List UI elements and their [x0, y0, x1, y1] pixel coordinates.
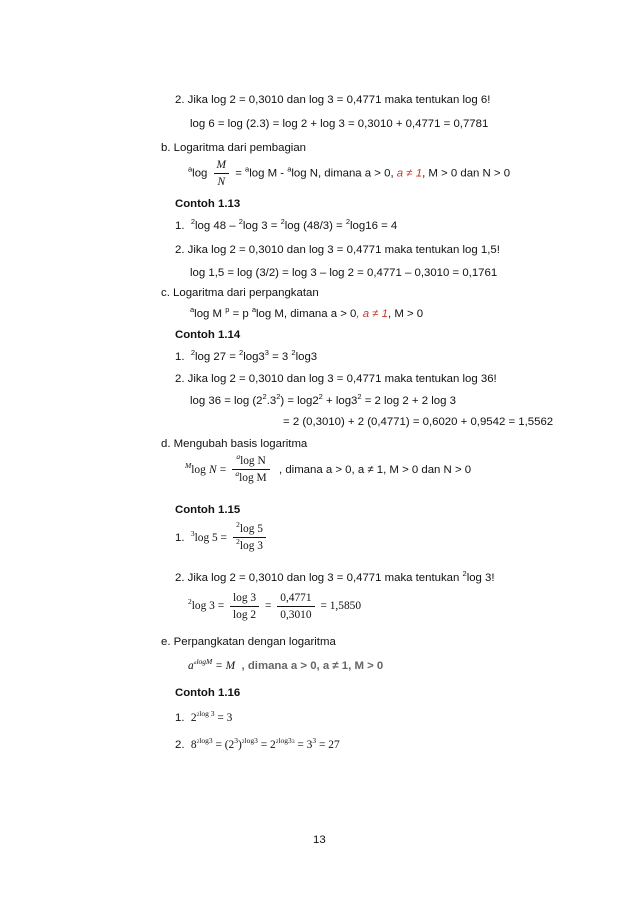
example-1-15-2-answer: $^2$log 3 = $\frac{\log 3}{\log 2}$ = $\frac{0,4771}{0,3010}$ = 1,5850: [188, 591, 362, 621]
example-1-14-2-answer-line2: = 2 (0,3010) + 2 (0,4771) = 0,6020 + 0,9542 = 1,5562: [283, 416, 554, 428]
formula-e: $a^{alogM} = M$ , dimana a > 0, a ≠ 1, M > 0: [188, 657, 384, 672]
heading-c: c. Logaritma dari perpangkatan: [161, 287, 319, 299]
contoh-1-14: Contoh 1.14: [175, 329, 241, 341]
heading-b: b. Logaritma dari pembagian: [161, 142, 307, 154]
contoh-1-15: Contoh 1.15: [175, 504, 241, 516]
example-1-14-2-answer: $\log 36 = \log (2^2.3^2) = \log 2^2 + \log 3^2 = 2$ log 2 + 2 log 3: [190, 392, 456, 407]
example-1-15-2: 2. Jika log 2 = 0,3010 dan log 3 = 0,4771 maka tentukan $^2$log 3!: [175, 569, 495, 584]
formula-c: $^a$log M $^p$ = p $^a$log M, dimana a > 0, a ≠ 1, M > 0: [190, 305, 424, 320]
example-2-question: 2. Jika log 2 = 0,3010 dan log 3 = 0,4771 maka tentukan log 6!: [175, 94, 491, 106]
fraction-log5-log3: $\frac{^2\log 5}{^2\log 3}$: [233, 522, 266, 553]
fraction-m-n: $\frac{M}{N}$: [214, 158, 230, 189]
example-2-answer: log 6 = log (2.3) = log 2 + log 3 = 0,3010 + 0,4771 = 0,7781: [190, 118, 489, 130]
contoh-1-16: Contoh 1.16: [175, 687, 241, 699]
example-1-13-2: 2. Jika log 2 = 0,3010 dan log 3 = 0,4771 maka tentukan log 1,5!: [175, 244, 500, 256]
example-1-13-2-answer: log 1,5 = log (3/2) = log 3 – log 2 = 0,4771 – 0,3010 = 0,1761: [190, 267, 498, 279]
example-1-14-2: 2. Jika log 2 = 0,3010 dan log 3 = 0,4771 maka tentukan log 36!: [175, 373, 497, 385]
formula-b: $^a$log $\frac{M}{N}$ = $^a$log M - $^a$log N, dimana a > 0, a ≠ 1, M > 0 dan N > 0: [188, 159, 511, 188]
example-1-13-1: 1. $^2$log 48 – $^2$log 3 = $^2$log (48/3) = $^2$log16 = 4: [175, 217, 398, 232]
example-1-16-2: 2. $8^{2log3} = (2^3)^{2log3} = 2^{2log33} = 3^3 = 27$: [175, 736, 340, 751]
fraction-values: $\frac{0,4771}{0,3010}$: [277, 591, 314, 622]
example-1-15-1: 1. $^3$log 5 = $\frac{^2\log 5}{^2\log 3}$: [175, 522, 269, 554]
fraction-log3-log2: $\frac{\log 3}{\log 2}$: [230, 591, 259, 622]
page-number: 13: [313, 834, 326, 846]
formula-d: $^M$log N = $\frac{^a\log N}{^a\log M}$ , dimana a > 0, a ≠ 1, M > 0 dan N > 0: [185, 452, 472, 485]
example-1-16-1: 1. $2^{2log 3} = 3$: [175, 709, 233, 724]
heading-e: e. Perpangkatan dengan logaritma: [161, 636, 336, 648]
example-1-14-1: 1. $^2$log $27 = ^2\log 3^3 = 3$ $^2$log3: [175, 348, 318, 363]
contoh-1-13: Contoh 1.13: [175, 198, 241, 210]
heading-d: d. Mengubah basis logaritma: [161, 438, 308, 450]
fraction-change-base: $\frac{^a\log N}{^a\log M}$: [232, 454, 269, 485]
